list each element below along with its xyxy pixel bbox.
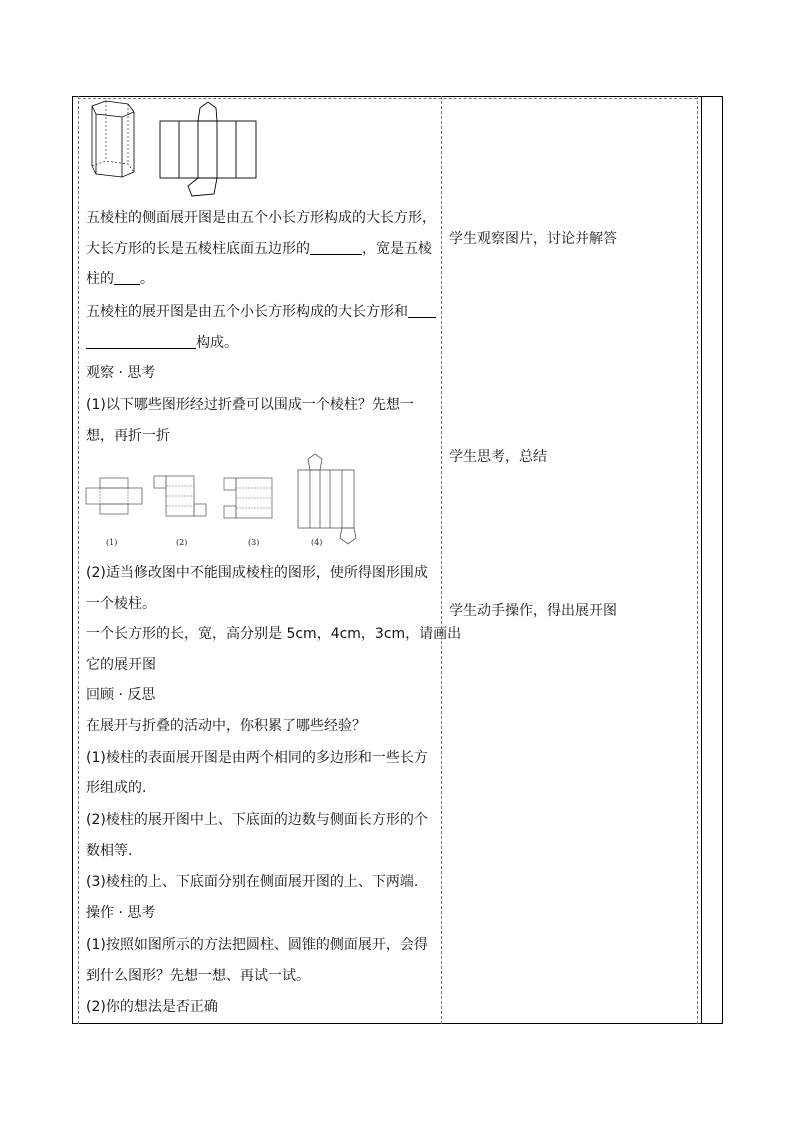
- heading-observe-think: 观察 · 思考: [86, 365, 156, 381]
- pentagonal-prism-net-figure: [158, 100, 258, 198]
- review-point-1-line1: (1)棱柱的表面展开图是由两个相同的多边形和一些长方: [86, 750, 428, 766]
- prism-lateral-net-text-line3: [86, 266, 154, 292]
- text-segment: 五棱柱的展开图是由五个小长方形构成的大长方形和: [86, 304, 408, 320]
- review-point-2-line2: 数相等.: [86, 843, 133, 859]
- question-3-line1: 一个长方形的长，宽，高分别是 5cm，4cm，3cm，请画出: [86, 626, 462, 642]
- table-top-rule: [78, 98, 697, 99]
- fold-figure-4-label: (4): [311, 538, 323, 547]
- fill-blank-height[interactable]: [114, 268, 140, 285]
- fill-blank-base-perimeter[interactable]: [310, 238, 362, 255]
- text-segment: 大长方形的长是五棱柱底面五边形的: [86, 241, 310, 257]
- review-point-2-line1: (2)棱柱的展开图中上、下底面的边数与侧面长方形的个: [86, 812, 428, 828]
- heading-review-reflect: 回顾 · 反思: [86, 687, 156, 703]
- review-point-1-line2: 形组成的.: [86, 780, 147, 796]
- operate-point-1-line2: 到什么图形？先想一想、再试一试。: [86, 968, 310, 984]
- fill-blank-bases-part1[interactable]: [408, 301, 436, 318]
- note-think-summarize: 学生思考，总结: [449, 449, 547, 465]
- operate-point-2: (2)你的想法是否正确: [86, 999, 218, 1015]
- fold-figure-1-label: (1): [106, 538, 118, 547]
- fold-figure-3: [222, 476, 276, 522]
- note-hands-on: 学生动手操作，得出展开图: [449, 603, 617, 619]
- question-1-line2: 想，再折一折: [86, 428, 170, 444]
- fold-figure-1: [84, 476, 144, 518]
- table-column-divider: [441, 96, 442, 1024]
- fill-blank-bases-part2[interactable]: [86, 332, 196, 349]
- question-1-line1: (1)以下哪些图形经过折叠可以围成一个棱柱？先想一: [86, 397, 414, 413]
- heading-operate-think: 操作 · 思考: [86, 905, 156, 921]
- question-2-line1: (2)适当修改图中不能围成棱柱的图形，使所得图形围成: [86, 565, 428, 581]
- table-left-rule: [78, 96, 79, 1024]
- fold-figure-4: [296, 452, 360, 546]
- text-segment: 构成。: [196, 335, 238, 351]
- question-3-line2: 它的展开图: [86, 657, 156, 673]
- review-point-3: (3)棱柱的上、下底面分别在侧面展开图的上、下两端.: [86, 874, 419, 890]
- fold-figure-2-label: (2): [176, 538, 188, 547]
- note-observe-discuss: 学生观察图片，讨论并解答: [449, 231, 617, 247]
- table-right-dashed-rule: [697, 96, 698, 1024]
- prism-net-text-line2: [86, 330, 238, 356]
- fold-figure-2: [152, 474, 208, 520]
- text-segment: ，宽是五棱: [362, 241, 432, 257]
- prism-net-text-line1: [86, 299, 436, 325]
- text-segment: 柱的: [86, 271, 114, 287]
- table-right-solid-rule: [701, 96, 702, 1024]
- text-segment: 。: [140, 271, 154, 287]
- operate-point-1-line1: (1)按照如图所示的方法把圆柱、圆锥的侧面展开，会得: [86, 937, 428, 953]
- prism-lateral-net-text-line1: 五棱柱的侧面展开图是由五个小长方形构成的大长方形，: [86, 210, 436, 226]
- question-2-line2: 一个棱柱。: [86, 596, 156, 612]
- pentagonal-prism-figure: [86, 100, 136, 178]
- review-question: 在展开与折叠的活动中，你积累了哪些经验？: [86, 718, 366, 734]
- fold-figure-3-label: (3): [248, 538, 260, 547]
- prism-lateral-net-text-line2: [86, 236, 432, 262]
